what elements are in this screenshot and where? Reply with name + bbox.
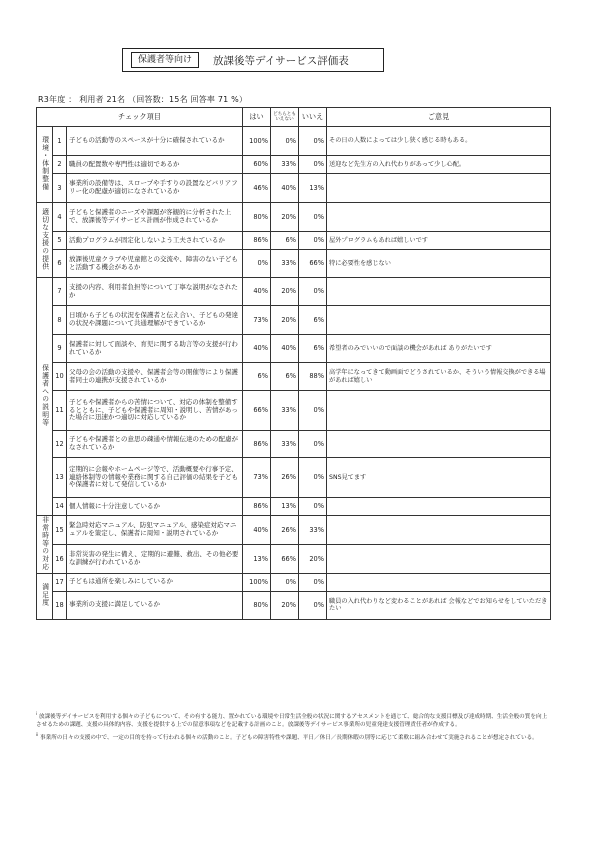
row-number: 4 (53, 203, 67, 232)
table-row (37, 391, 551, 431)
page-title: 放課後等デイサービス評価表 (213, 54, 349, 67)
check-item-text: 支援の内容、利用者負担等について丁寧な説明がなされたか (67, 278, 243, 306)
table-row (37, 174, 551, 203)
no-percent: 0% (299, 458, 327, 498)
check-item-text: 父母の会の活動の支援や、保護者会等の開催等により保護者同士の連携が支援されているか (67, 363, 243, 391)
yes-percent: 86% (243, 498, 271, 516)
neutral-percent: 20% (271, 306, 299, 335)
neutral-percent: 6% (271, 232, 299, 250)
row-number: 7 (53, 278, 67, 306)
footnotes (36, 711, 552, 745)
table-row (37, 591, 551, 619)
yes-percent: 66% (243, 391, 271, 431)
row-number: 13 (53, 458, 67, 498)
opinion-text (327, 573, 551, 591)
table-row (37, 458, 551, 498)
row-number: 6 (53, 250, 67, 278)
category-cell (37, 573, 53, 619)
neutral-percent: 20% (271, 203, 299, 232)
check-item-text: 事業所の支援に満足しているか (67, 591, 243, 619)
table-row (37, 203, 551, 232)
table-row (37, 544, 551, 573)
check-item-text: 子どもの活動等のスペースが十分に確保されているか (67, 127, 243, 156)
footnote-1-text: 放課後等デイサービスを利用する個々の子どもについて、その有する能力、置かれている環境や日常生活全般の状況に関するアセスメントを通じて、総合的な支援目標及び達成時期、生活全般の質を向上させるための課題、支援の具体的内容、支援を提供する上での留意事項などを記載する計画のこと。放課後等デイサービス事業所の児童発達支援管理責任者が作成する。 (36, 713, 548, 728)
check-item-text: 子どもや保護者からの苦情について、対応の体制を整備するとともに、子どもや保護者に周知・説明し、苦情があった場合に迅速かつ適切に対応しているか (67, 391, 243, 431)
yes-percent: 73% (243, 458, 271, 498)
opinion-text (327, 278, 551, 306)
neutral-percent: 40% (271, 174, 299, 203)
title-box (122, 48, 384, 72)
header-opinion: ご意見 (327, 108, 551, 127)
opinion-text: SNS見てます (327, 458, 551, 498)
row-number: 14 (53, 498, 67, 516)
opinion-text (327, 306, 551, 335)
opinion-text (327, 544, 551, 573)
footnote-2 (36, 732, 552, 742)
no-percent: 0% (299, 156, 327, 174)
category-label: 保護者への説明等 (40, 364, 49, 427)
yes-percent: 40% (243, 278, 271, 306)
row-number: 15 (53, 516, 67, 545)
neutral-percent: 33% (271, 156, 299, 174)
check-item-text: 保護者に対して面談や、育児に関する助言等の支援が行われているか (67, 335, 243, 363)
category-cell (37, 516, 53, 574)
evaluation-table (36, 107, 551, 620)
check-item-text: 非常災害の発生に備え、定期的に避難、救出、その他必要な訓練が行われているか (67, 544, 243, 573)
opinion-text (327, 516, 551, 545)
neutral-percent: 40% (271, 335, 299, 363)
footnote-1-mark: i (36, 711, 38, 716)
opinion-text: 特に必要性を感じない (327, 250, 551, 278)
header-check-item: チェック項目 (37, 108, 243, 127)
category-cell (37, 127, 53, 203)
opinion-text: 屋外プログラムもあれば嬉しいです (327, 232, 551, 250)
no-percent: 0% (299, 391, 327, 431)
opinion-text: 職員の入れ代わりなど変わることがあれば 会報などでお知らせをしていただきたい (327, 591, 551, 619)
no-percent: 0% (299, 278, 327, 306)
category-label: 適切な支援の提供 (40, 207, 49, 271)
opinion-text (327, 203, 551, 232)
footnote-1 (36, 711, 552, 729)
neutral-percent: 33% (271, 250, 299, 278)
no-percent: 13% (299, 174, 327, 203)
no-percent: 0% (299, 232, 327, 250)
audience-label: 保護者等向け (131, 52, 199, 68)
table-row (37, 127, 551, 156)
opinion-text (327, 391, 551, 431)
header-neutral: どちらともいえない (271, 108, 299, 127)
category-label: 満足度 (40, 583, 49, 607)
neutral-percent: 0% (271, 127, 299, 156)
check-item-text: 定期的に会報やホームページ等で、活動概要や行事予定、連絡体制等の情報や業務に関する自己評価の結果を子どもや保護者に対して発信しているか (67, 458, 243, 498)
table-row (37, 573, 551, 591)
yes-percent: 73% (243, 306, 271, 335)
table-row (37, 306, 551, 335)
yes-percent: 46% (243, 174, 271, 203)
neutral-percent: 13% (271, 498, 299, 516)
no-percent: 0% (299, 127, 327, 156)
yes-percent: 86% (243, 431, 271, 458)
table-row (37, 498, 551, 516)
yes-percent: 40% (243, 516, 271, 545)
check-item-text: 緊急時対応マニュアル、防犯マニュアル、感染症対応マニュアルを策定し、保護者に周知・説明されているか (67, 516, 243, 545)
row-number: 3 (53, 174, 67, 203)
neutral-percent: 66% (271, 544, 299, 573)
yes-percent: 13% (243, 544, 271, 573)
opinion-text (327, 174, 551, 203)
check-item-text: 子どもは通所を楽しみにしているか (67, 573, 243, 591)
neutral-percent: 33% (271, 431, 299, 458)
survey-summary: R3年度 ： 利用者 21名 （回答数：15名 回答率 71 %） (38, 95, 248, 104)
yes-percent: 80% (243, 203, 271, 232)
header-no: いいえ (299, 108, 327, 127)
yes-percent: 6% (243, 363, 271, 391)
row-number: 1 (53, 127, 67, 156)
no-percent: 0% (299, 573, 327, 591)
opinion-text: その日の人数によっては少し狭く感じる時もある。 (327, 127, 551, 156)
footnote-2-text: 事業所の日々の支援の中で、一定の目的を持って行われる個々の活動のこと。子どもの障害特性や課題、平日／休日／長期休暇の別等に応じて柔軟に組み合わせて実施されることが想定されている。 (40, 734, 538, 741)
check-item-text: 事業所の設備等は、スロープや手すりの設置などバリアフリー化の配慮が適切になされているか (67, 174, 243, 203)
table-header-row (37, 108, 551, 127)
row-number: 2 (53, 156, 67, 174)
table-row (37, 516, 551, 545)
row-number: 8 (53, 306, 67, 335)
row-number: 10 (53, 363, 67, 391)
check-item-text: 放課後児童クラブや児童館との交流や、障害のない子どもと活動する機会があるか (67, 250, 243, 278)
yes-percent: 100% (243, 573, 271, 591)
check-item-text: 日頃から子どもの状況を保護者と伝え合い、子どもの発達の状況や課題について共通理解ができているか (67, 306, 243, 335)
table-row (37, 250, 551, 278)
table-row (37, 278, 551, 306)
table-row (37, 431, 551, 458)
row-number: 18 (53, 591, 67, 619)
opinion-text: 送迎など先生方の入れ代わりがあって少し心配。 (327, 156, 551, 174)
opinion-text: 高学年になってきて動画面でどうされているか、そういう情報交換ができる場があれば嬉しい (327, 363, 551, 391)
yes-percent: 60% (243, 156, 271, 174)
check-item-text: 個人情報に十分注意しているか (67, 498, 243, 516)
neutral-percent: 20% (271, 591, 299, 619)
no-percent: 0% (299, 431, 327, 458)
yes-percent: 0% (243, 250, 271, 278)
table-row (37, 335, 551, 363)
category-label: 非常時等の対応 (40, 516, 49, 571)
row-number: 5 (53, 232, 67, 250)
no-percent: 6% (299, 306, 327, 335)
no-percent: 20% (299, 544, 327, 573)
footnote-2-mark: ii (36, 732, 39, 738)
category-cell (37, 278, 53, 516)
opinion-text: 希望者のみでいいので面談の機会があれば ありがたいです (327, 335, 551, 363)
no-percent: 6% (299, 335, 327, 363)
no-percent: 0% (299, 591, 327, 619)
yes-percent: 86% (243, 232, 271, 250)
neutral-percent: 6% (271, 363, 299, 391)
row-number: 11 (53, 391, 67, 431)
opinion-text (327, 431, 551, 458)
neutral-percent: 26% (271, 516, 299, 545)
row-number: 12 (53, 431, 67, 458)
check-item-text: 活動プログラムが固定化しないよう工夫されているか (67, 232, 243, 250)
yes-percent: 80% (243, 591, 271, 619)
category-label: 環境・体制整備 (40, 136, 49, 191)
yes-percent: 40% (243, 335, 271, 363)
table-row (37, 232, 551, 250)
category-cell (37, 203, 53, 278)
row-number: 9 (53, 335, 67, 363)
neutral-percent: 0% (271, 573, 299, 591)
no-percent: 0% (299, 203, 327, 232)
yes-percent: 100% (243, 127, 271, 156)
table-row (37, 156, 551, 174)
no-percent: 88% (299, 363, 327, 391)
no-percent: 33% (299, 516, 327, 545)
check-item-text: 職員の配置数や専門性は適切であるか (67, 156, 243, 174)
no-percent: 0% (299, 498, 327, 516)
header-yes: はい (243, 108, 271, 127)
neutral-percent: 26% (271, 458, 299, 498)
check-item-text: 子どもと保護者のニーズや課題が客観的に分析された上で、放課後等デイサービス計画が作成されているか (67, 203, 243, 232)
neutral-percent: 33% (271, 391, 299, 431)
opinion-text (327, 498, 551, 516)
table-row (37, 363, 551, 391)
no-percent: 66% (299, 250, 327, 278)
check-item-text: 子どもや保護者との意思の疎通や情報伝達のための配慮がなされているか (67, 431, 243, 458)
row-number: 16 (53, 544, 67, 573)
row-number: 17 (53, 573, 67, 591)
neutral-percent: 20% (271, 278, 299, 306)
